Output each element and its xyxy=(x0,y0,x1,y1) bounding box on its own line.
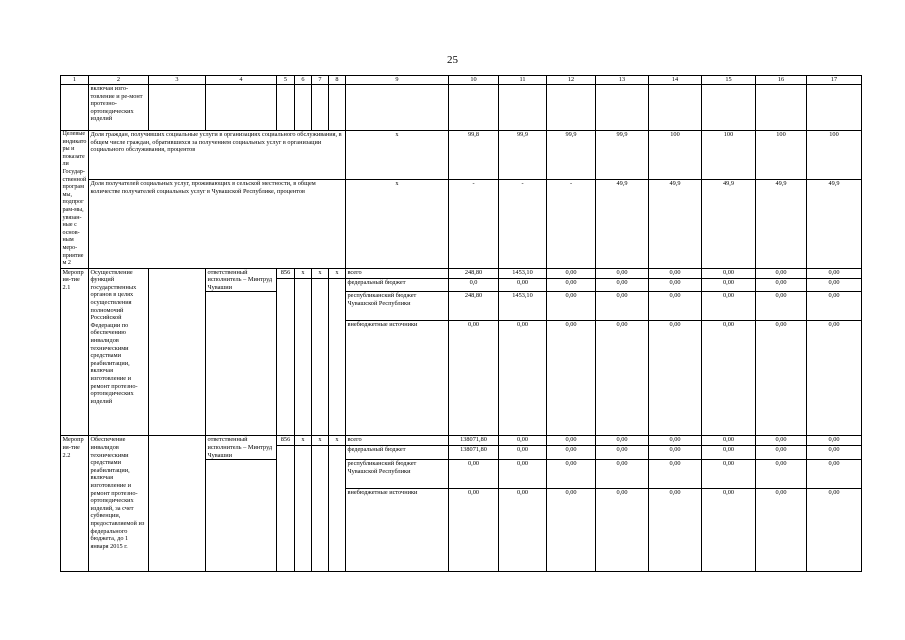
col-number: 2 xyxy=(89,76,149,85)
source-value: 0,00 xyxy=(547,278,596,292)
indicator-value: 99,9 xyxy=(499,131,547,180)
source-value: 0,00 xyxy=(596,489,649,572)
program-table xyxy=(60,75,862,572)
source-value: 0,00 xyxy=(702,460,756,489)
source-value: 0,00 xyxy=(596,446,649,460)
source-value: 1453,10 xyxy=(499,292,547,321)
source-value: 0,00 xyxy=(649,268,702,278)
source-value: 0,00 xyxy=(649,278,702,292)
indicator-value: 99,9 xyxy=(596,131,649,180)
measure-x: x xyxy=(329,268,346,278)
source-name: республиканский бюджет Чувашской Республики xyxy=(346,460,449,489)
source-value: 0,00 xyxy=(702,446,756,460)
indicator-value: - xyxy=(499,180,547,268)
measure-executor: ответственный исполнитель – Минтруд Чувашии xyxy=(206,268,277,292)
indicator-value: 49,9 xyxy=(807,180,862,268)
measure-name: Обеспечение инвалидов техническими средствами реабилитации, включая изготовление и ремонт протезно-ортопедических изделий, за счет субвенции, предоставляемой из федерального бюджета, до 1 января 2015 г. xyxy=(89,436,149,572)
source-value: 0,00 xyxy=(547,489,596,572)
source-value: 0,00 xyxy=(596,436,649,446)
source-value: 0,00 xyxy=(756,489,807,572)
source-value: 0,00 xyxy=(596,278,649,292)
header-row xyxy=(61,76,862,85)
indicator-value: 49,9 xyxy=(756,180,807,268)
source-value: 0,00 xyxy=(547,436,596,446)
indicator-value: 99,8 xyxy=(449,131,499,180)
source-value: 0,00 xyxy=(649,436,702,446)
measure-label: Мероприя-тие 2.2 xyxy=(61,436,89,572)
source-value: 0,00 xyxy=(756,278,807,292)
source-value: 0,00 xyxy=(807,278,862,292)
source-value: 0,00 xyxy=(499,278,547,292)
source-value: 0,00 xyxy=(807,436,862,446)
indicator-value: - xyxy=(547,180,596,268)
source-name: республиканский бюджет Чувашской Республики xyxy=(346,292,449,321)
source-value: 0,00 xyxy=(596,292,649,321)
col-number: 5 xyxy=(277,76,295,85)
measure-row xyxy=(61,268,862,278)
source-value: 0,00 xyxy=(702,489,756,572)
source-value: 138071,80 xyxy=(449,436,499,446)
measure-x: x xyxy=(295,268,312,278)
source-value: 0,00 xyxy=(807,489,862,572)
source-value: 0,00 xyxy=(756,460,807,489)
indicator-value: 100 xyxy=(702,131,756,180)
source-value: 0,00 xyxy=(649,446,702,460)
source-value: 0,00 xyxy=(596,268,649,278)
col-number: 15 xyxy=(702,76,756,85)
continuation-text: включая изго-товление и ре-монт протезно-ортопедических изделий xyxy=(89,85,149,131)
col-number: 16 xyxy=(756,76,807,85)
indicator-x: x xyxy=(346,180,449,268)
col-number: 13 xyxy=(596,76,649,85)
indicators-label: Целевые индикаторы и показатели Государ-ственной программы, подпрограм-мы, увязан-ные с основ-ным меро-приятием 2 xyxy=(61,131,89,269)
col-number: 11 xyxy=(499,76,547,85)
measure-executor: ответственный исполнитель – Минтруд Чувашии xyxy=(206,436,277,460)
col-number: 4 xyxy=(206,76,277,85)
measure-x: x xyxy=(329,436,346,446)
source-value: 0,00 xyxy=(499,489,547,572)
source-value: 0,0 xyxy=(449,278,499,292)
source-value: 0,00 xyxy=(702,292,756,321)
source-value: 0,00 xyxy=(499,321,547,436)
source-value: 0,00 xyxy=(449,460,499,489)
indicator-value: 100 xyxy=(807,131,862,180)
source-value: 0,00 xyxy=(807,292,862,321)
source-value: 0,00 xyxy=(756,446,807,460)
source-value: 0,00 xyxy=(547,446,596,460)
source-name: внебюджетные источники xyxy=(346,489,449,572)
source-value: 0,00 xyxy=(702,321,756,436)
source-value: 0,00 xyxy=(649,489,702,572)
source-value: 0,00 xyxy=(702,268,756,278)
col-number: 10 xyxy=(449,76,499,85)
source-value: 0,00 xyxy=(649,321,702,436)
source-value: 138071,80 xyxy=(449,446,499,460)
source-value: 0,00 xyxy=(756,268,807,278)
source-value: 0,00 xyxy=(499,436,547,446)
source-value: 0,00 xyxy=(807,460,862,489)
source-value: 0,00 xyxy=(499,460,547,489)
source-name: федеральный бюджет xyxy=(346,278,449,292)
source-value: 0,00 xyxy=(807,446,862,460)
source-value: 0,00 xyxy=(547,292,596,321)
measure-code: 856 xyxy=(277,268,295,278)
source-name: всего xyxy=(346,268,449,278)
col-number: 17 xyxy=(807,76,862,85)
source-value: 0,00 xyxy=(596,321,649,436)
source-value: 0,00 xyxy=(547,268,596,278)
source-name: федеральный бюджет xyxy=(346,446,449,460)
col-number: 8 xyxy=(329,76,346,85)
source-value: 0,00 xyxy=(649,292,702,321)
indicator-value: 49,9 xyxy=(702,180,756,268)
source-value: 0,00 xyxy=(499,446,547,460)
col-number: 14 xyxy=(649,76,702,85)
measure-x: x xyxy=(295,436,312,446)
source-value: 0,00 xyxy=(756,292,807,321)
source-value: 1453,10 xyxy=(499,268,547,278)
source-value: 0,00 xyxy=(649,460,702,489)
indicator-value: 49,9 xyxy=(596,180,649,268)
source-value: 0,00 xyxy=(807,321,862,436)
source-value: 0,00 xyxy=(449,321,499,436)
source-value: 0,00 xyxy=(756,436,807,446)
source-value: 248,80 xyxy=(449,292,499,321)
indicator-value: 100 xyxy=(649,131,702,180)
indicator-row xyxy=(61,180,862,268)
source-name: всего xyxy=(346,436,449,446)
measure-label: Мероприя-тие 2.1 xyxy=(61,268,89,436)
indicator-value: 99,9 xyxy=(547,131,596,180)
measure-x: x xyxy=(312,436,329,446)
col-number: 3 xyxy=(149,76,206,85)
indicator-x: x xyxy=(346,131,449,180)
col-number: 6 xyxy=(295,76,312,85)
indicator-row xyxy=(61,131,862,180)
indicator-text: Доля получателей социальных услуг, проживающих в сельской местности, в общем количестве получателей социальных услуг в Чувашской Республике, процентов xyxy=(89,180,346,268)
indicator-value: 100 xyxy=(756,131,807,180)
source-value: 248,80 xyxy=(449,268,499,278)
col-number: 12 xyxy=(547,76,596,85)
source-value: 0,00 xyxy=(596,460,649,489)
measure-name: Осуществление функций государственных органов в целях осуществления полномочий Российской Федерации по обеспечению инвалидов техническими средствами реабилитации, включая изготовление и ремонт протезно-ортопедических изделий xyxy=(89,268,149,436)
indicator-value: - xyxy=(449,180,499,268)
measure-x: x xyxy=(312,268,329,278)
measure-row xyxy=(61,436,862,446)
page-number: 25 xyxy=(447,54,458,66)
source-value: 0,00 xyxy=(702,436,756,446)
indicator-value: 49,9 xyxy=(649,180,702,268)
measure-code: 856 xyxy=(277,436,295,446)
col-number: 7 xyxy=(312,76,329,85)
source-value: 0,00 xyxy=(807,268,862,278)
source-name: внебюджетные источники xyxy=(346,321,449,436)
col-number: 9 xyxy=(346,76,449,85)
indicator-text: Доля граждан, получивших социальные услуги в организациях социального обслуживания, в общем числе граждан, обратившихся за получением социальных услуг в организации социального обслуживания, процентов xyxy=(89,131,346,180)
source-value: 0,00 xyxy=(449,489,499,572)
source-value: 0,00 xyxy=(547,321,596,436)
source-value: 0,00 xyxy=(702,278,756,292)
source-value: 0,00 xyxy=(547,460,596,489)
col-number: 1 xyxy=(61,76,89,85)
source-value: 0,00 xyxy=(756,321,807,436)
continuation-row xyxy=(61,85,862,131)
